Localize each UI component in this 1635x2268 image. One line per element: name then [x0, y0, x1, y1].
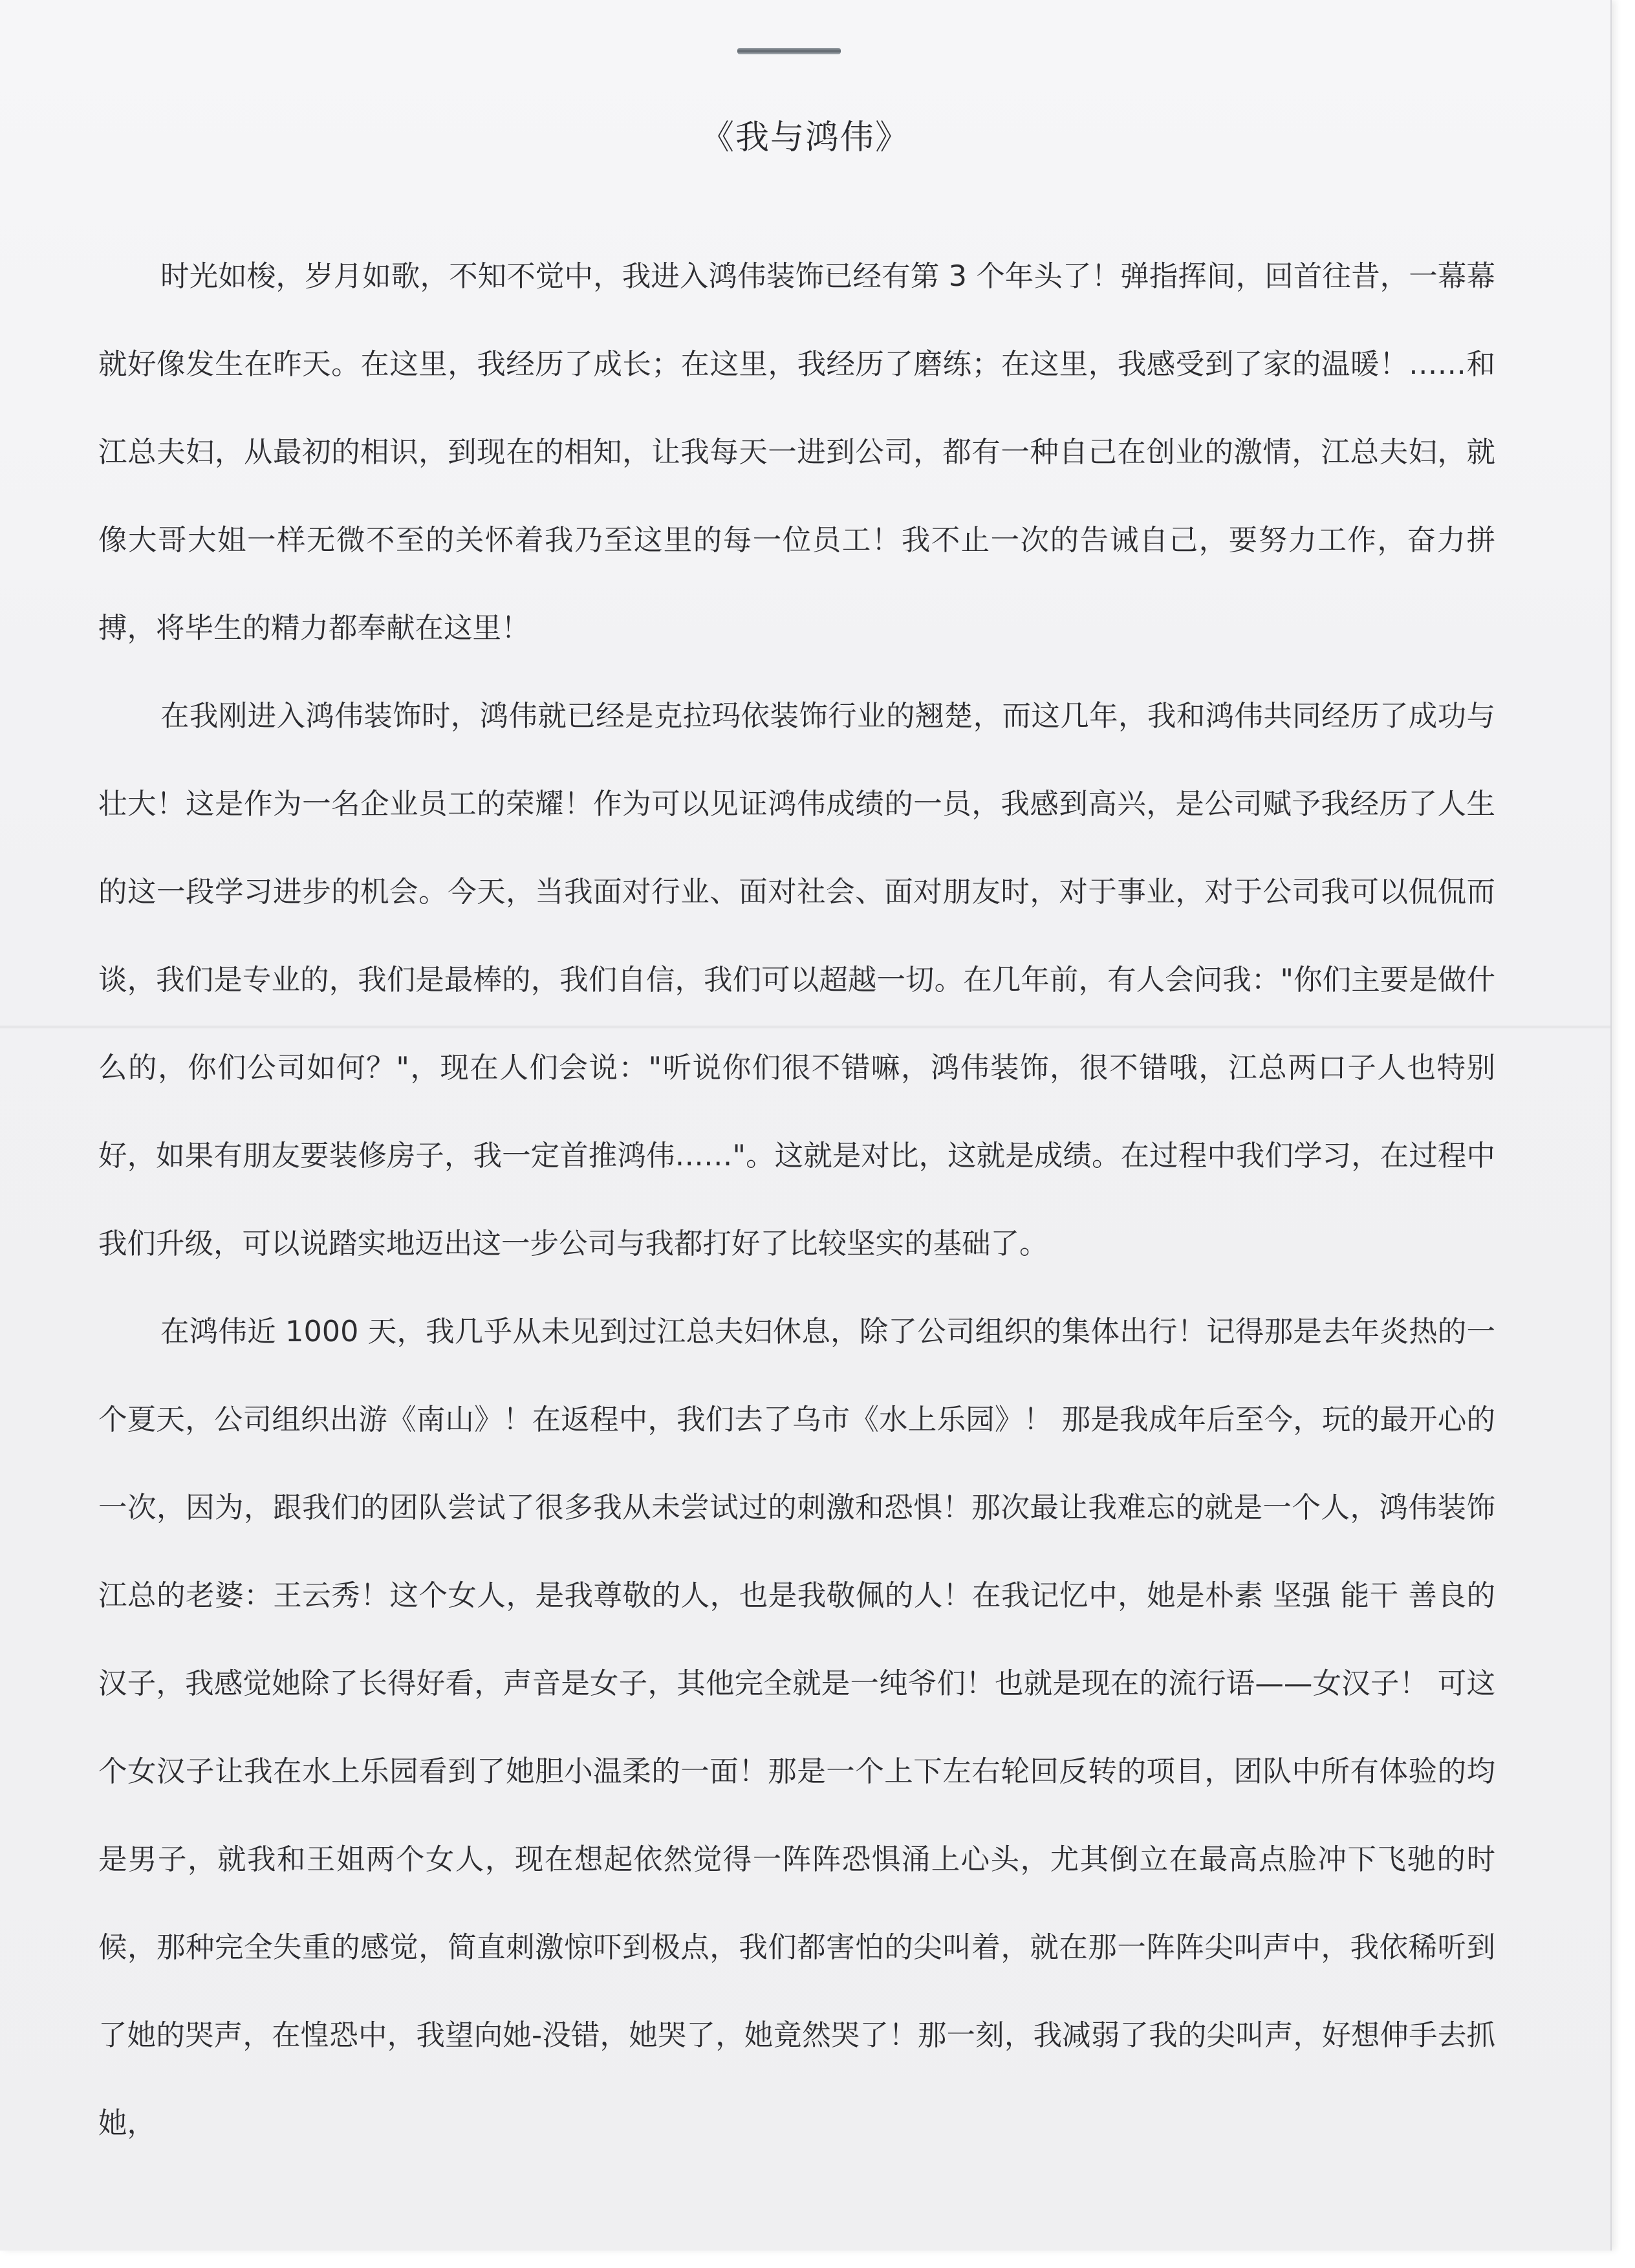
document-title: 《我与鸿伟》	[700, 118, 910, 157]
paragraph-1: 时光如梭，岁月如歌，不知不觉中，我进入鸿伟装饰已经有第 3 个年头了！弹指挥间，回首往昔，一幕幕就好像发生在昨天。在这里，我经历了成长；在这里，我经历了磨练；在这里，我感受到了家的温暖！……和江总夫妇，从最初的相识，到现在的相知，让我每天一进到公司，都有一种自己在创业的激情，江总夫妇，就像大哥大姐一样无微不至的关怀着我乃至这里的每一位员工！我不止一次的告诫自己，要努力工作，奋力拼搏，将毕生的精力都奉献在这里！	[98, 260, 1495, 645]
document-body	[98, 233, 1495, 2168]
paragraph-2: 在我刚进入鸿伟装饰时，鸿伟就已经是克拉玛依装饰行业的翘楚，而这几年，我和鸿伟共同经历了成功与壮大！这是作为一名企业员工的荣耀！作为可以见证鸿伟成绩的一员，我感到高兴，是公司赋予我经历了人生的这一段学习进步的机会。今天，当我面对行业、面对社会、面对朋友时，对于事业，对于公司我可以侃侃而谈，我们是专业的，我们是最棒的，我们自信，我们可以超越一切。在几年前，有人会问我："你们主要是做什么的，你们公司如何？"，现在人们会说："听说你们很不错嘛，鸿伟装饰，很不错哦，江总两口子人也特别好，如果有朋友要装修房子，我一定首推鸿伟……"。这就是对比，这就是成绩。在过程中我们学习，在过程中我们升级，可以说踏实地迈出这一步公司与我都打好了比较坚实的基础了。	[98, 700, 1495, 1260]
paragraph-3: 在鸿伟近 1000 天，我几乎从未见到过江总夫妇休息，除了公司组织的集体出行！记得那是去年炎热的一个夏天，公司组织出游《南山》！在返程中，我们去了乌市《水上乐园》！ 那是我成年后至今，玩的最开心的一次，因为，跟我们的团队尝试了很多我从未尝试过的刺激和恐惧！那次最让我难忘的就是一个人，鸿伟装饰江总的老婆：王云秀！这个女人，是我尊敬的人，也是我敬佩的人！在我记忆中，她是朴素 坚强 能干 善良的汉子，我感觉她除了长得好看，声音是女子，其他完全就是一纯爷们！也就是现在的流行语——女汉子！ 可这个女汉子让我在水上乐园看到了她胆小温柔的一面！那是一个上下左右轮回反转的项目，团队中所有体验的均是男子，就我和王姐两个女人，现在想起依然觉得一阵阵恐惧涌上心头，尤其倒立在最高点脸冲下飞驰的时候，那种完全失重的感觉，简直刺激惊吓到极点，我们都害怕的尖叫着，就在那一阵阵尖叫声中，我依稀听到了她的哭声，在惶恐中，我望向她-没错，她哭了，她竟然哭了！那一刻，我减弱了我的尖叫声，好想伸手去抓她，	[98, 1315, 1495, 2140]
staple	[737, 48, 841, 54]
